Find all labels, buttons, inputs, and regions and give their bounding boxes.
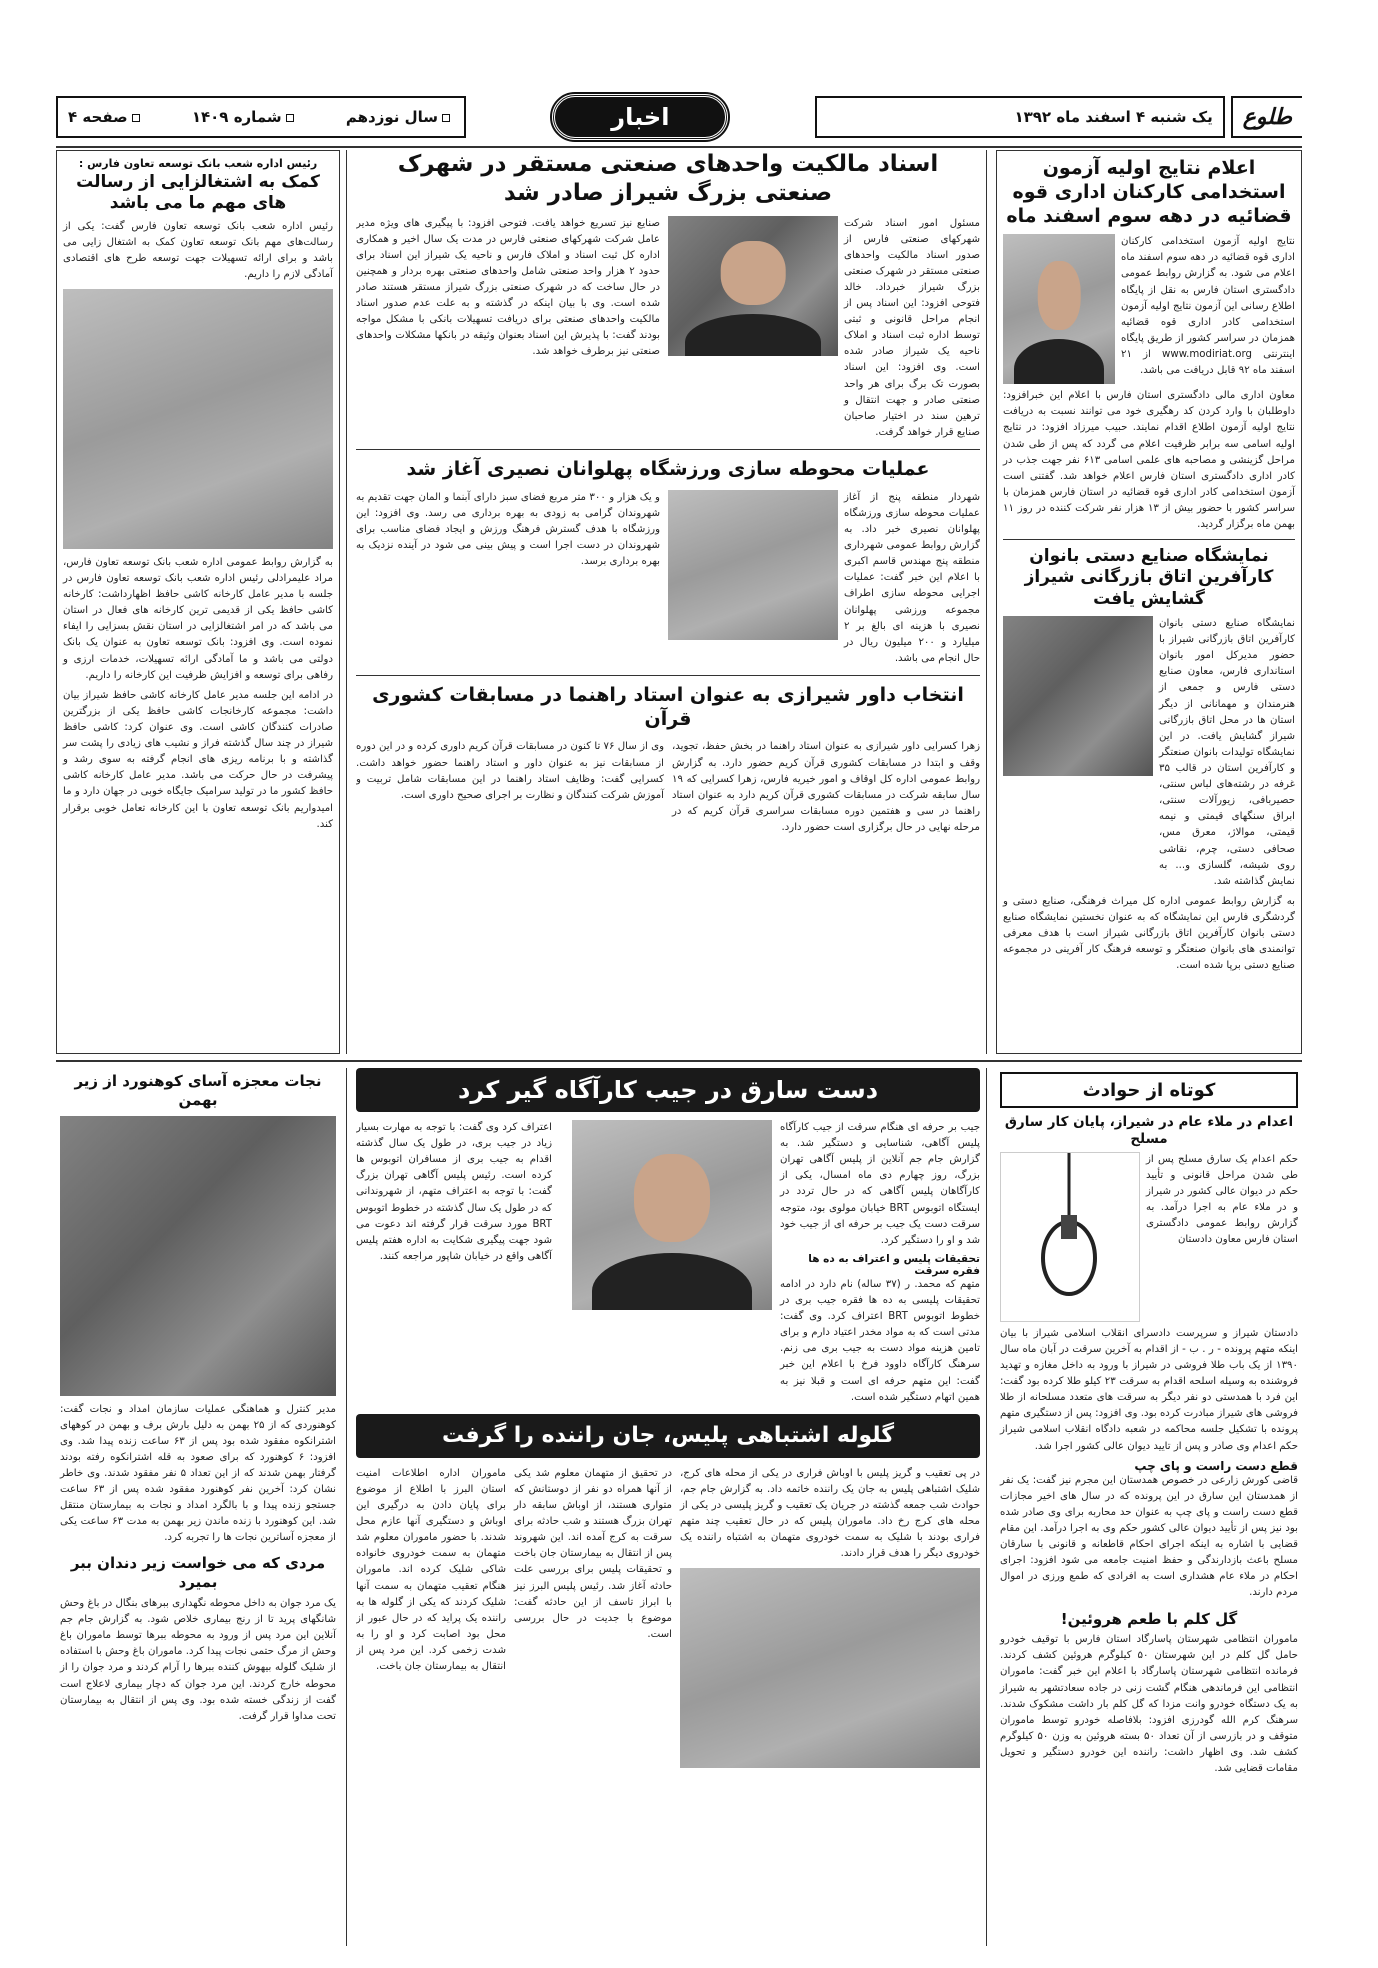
- rescue-photo: [60, 1116, 336, 1396]
- execution-body-a: حکم اعدام یک سارق مسلح پس از طی شدن مراحل قانونی و تأیید حکم در دیوان عالی کشور در شیراز و در ملاء عام به اجرا درآمد. به گزارش روابط عمومی دادگستری استان فارس معاون دادستان: [1146, 1153, 1298, 1246]
- incidents-title-box: [1000, 1072, 1298, 1108]
- official-photo: [1003, 234, 1115, 384]
- exam-results-body-a: نتایج اولیه آزمون استخدامی کارکنان اداری قوه قضائیه در دهه سوم اسفند ماه اعلام می شود. به گزارش روابط عمومی دادگستری استان فارس به نقل از پایگاه اطلاع رسانی این آزمون نتایج اولیه آزمون استخدامی کادر اداری قوه قضائیه همزمان در سراسر کشور از طریق پایگاه اینترنتی www.modiriat.org از ۲۱ اسفند ماه ۹۲ قابل دریافت می باشد.: [1121, 236, 1295, 377]
- divider: [356, 449, 980, 450]
- shoulders-shape: [685, 314, 821, 356]
- exam-results-headline: اعلام نتایج اولیه آزمون استخدامی کارکنان اداری قوه قضائیه در دهه سوم اسفند ماه: [1006, 157, 1292, 227]
- industrial-deeds-headline: اسناد مالکیت واحدهای صنعتی مستقر در شهرک صنعتی بزرگ شیراز صادر شد: [397, 151, 939, 206]
- divider: [1003, 539, 1295, 540]
- bank-body-b: به گزارش روابط عمومی اداره شعب بانک توسعه تعاون فارس، مراد علیمرادلی رئیس اداره شعب بانک توسعه تعاون فارس در جلسه با مدیر عامل کارخانه کاشی حافظ اظهارداشت: کارخانه کاشی حافظ یکی از قدیمی ترین کارخانه های فعال در استان می باشد که در امر اشتغالزایی در استان نقش بسزایی را ایفاء نموده است. وی افزود: بانک توسعه تعاون به عنوان یک بانک دولتی می باشد و ما آمادگی ارائه تسهیلات، خدمات ارزی و رفاهی برای توسعه و افزایش ظرفیت این کارخانه را داریم.: [63, 556, 333, 681]
- pickpocket-banner: دست سارق در جیب کارآگاه گیر کرد: [356, 1068, 980, 1112]
- section-title: اخبار: [552, 94, 728, 140]
- quran-judge-body-b: وی از سال ۷۶ تا کنون در مسابقات قرآن کریم داوری کرده و در این دوره از مسابقات نیز به عنوان داور و استاد راهنما حضور خواهد داشت. کسرایی گفت: وظایف استاد راهنما در این مسابقات شامل تربیت و آموزش شرکت کنندگان و نظارت بر اجرای صحیح داوری است.: [356, 741, 664, 801]
- page-number: صفحه ۴: [68, 108, 128, 126]
- column-rule: [986, 150, 987, 1054]
- tiger-headline: مردی که می خواست زیر دندان ببر بمیرد: [70, 1554, 326, 1592]
- handicraft-body-b: به گزارش روابط عمومی اداره کل میراث فرهنگی، صنایع دستی و گردشگری فارس این نمایشگاه که به عنوان نخستین نمایشگاه صنایع دستی بانوان کارآفرین اتاق بازرگانی شیراز است با هدف معرفی توانمندی های بانوان صنعتگر و توسعه فرهنگ کار آفرینی در مجموعه صنایع دستی برپا شده است.: [1003, 895, 1295, 972]
- shoulders-shape: [1014, 339, 1104, 384]
- suspects-photo: [680, 1568, 980, 1768]
- amputation-headline: قطع دست راست و پای چپ: [1134, 1458, 1298, 1473]
- bank-body-c: در ادامه این جلسه مدیر عامل کارخانه کاشی حافظ شیراز بیان داشت: مجموعه کارخانجات کاشی حافظ یکی از بزرگترین صادرات کنندگان کاشی است. وی عنوان کرد: کاشی حافظ شیراز در چند سال گذشته فراز و نشیب های زیادی را پشت سر گذاشته و با برنامه ریزی های انجام گرفته به سوی رشد و پیشرفت در حال حرکت می باشد. مدیر عامل کارخانه کاشی حافظ کشور ما در تولید سرامیک جایگاه خوبی در جهان دارد و ما امیدواریم بانک توسعه تعاون با این کارخانه تعامل خوبی برقرار کند.: [63, 689, 333, 830]
- header-rule: [56, 146, 1302, 148]
- square-icon: [442, 114, 450, 122]
- stadium-body-b: و یک هزار و ۳۰۰ متر مربع فضای سبز دارای آبنما و المان جهت تقدیم به شهروندان گرامی به زودی به بهره برداری می رسد. وی افزود: این ورزشگاه با هدف گسترش فرهنگ ورزش و ایجاد فضای مناسب برای شهروندان در دست اجرا است و پیش بینی می شود در آینده نزدیک به بهره برداری برسد.: [356, 491, 660, 568]
- handicraft-headline: نمایشگاه صنایع دستی بانوان کارآفرین اتاق بازرگانی شیراز گشایش یافت: [1003, 546, 1295, 610]
- left-column: [56, 150, 340, 1054]
- rescue-headline: نجات معجزه آسای کوهنورد از زیر بهمن: [74, 1072, 322, 1109]
- exhibition-photo: [1003, 616, 1153, 776]
- square-icon: [132, 114, 140, 122]
- pickpocket-body-a: جیب بر حرفه ای هنگام سرقت از جیب کارآگاه پلیس آگاهی، شناسایی و دستگیر شد. به گزارش جام جم آنلاین از پلیس آگاهی تهران بزرگ، روز چهارم دی ماه امسال، یکی از کارآگاهان پلیس آگاهی که در حال تردد در ایستگاه اتوبوس BRT خیابان مولوی بود، متوجه سرقت دست یک جیب بر حرفه ای از جیب خود شد و او را دستگیر کرد.: [780, 1122, 980, 1246]
- incidents-column: [996, 1068, 1302, 1946]
- industrial-deeds-body-b: صنایع نیز تسریع خواهد یافت. فتوحی افزود: با پیگیری های ویژه مدیر عامل شرکت شهرکهای صنعتی فارس در مدت یک سال اخیر و همکاری اداره کل ثبت اسناد و املاک فارس و ناحیه یک شیراز این اسناد برای حدود ۲ هزار واحد صنعتی شامل واحدهای صنعتی بهره بردار و همچنین در حال ساخت که در شهرک صنعتی بزرگ شیراز مستقر هستند صادر شده است. وی با بیان اینکه در گذشته و به علت عدم صدور اسناد مالکیت واحدهای صنعتی برای دریافت تسهیلات بانکی با مشکل مواجه بودند گفت: با پذیرش این اسناد بعنوان وثیقه در بانکها مشکلات واحدهای صنعتی نیز برطرف خواهد شد.: [356, 217, 660, 358]
- band-rule: [56, 1060, 1302, 1062]
- execution-body-b: دادستان شیراز و سرپرست دادسرای انقلاب اسلامی شیراز با بیان اینکه متهم پرونده - ر . ب - از اقدام به آخرین سرقت در آبان ماه سال ۱۳۹۰ از یک باب طلا فروشی در شیراز با ورود به داخل مغازه و تهدید فروشنده به وسیله اسلحه اقدام به سرقت ۲۳ کیلو طلا کرده بود گفت: این فرد با همدستی دو نفر دیگر به سرقت های متعدد مسلحانه از طلا فروشی های شیراز مبادرت کرده بود. وی افزود: پس از دستگیری متهم پرونده با تشکیل جلسه محاکمه در شعبه دادگاه انقلاب اسلامی شیراز حکم اعدام وی صادر و پس از تایید دیوان عالی کشور اجرا شد.: [1000, 1327, 1299, 1452]
- police-bullet-body-a: در پی تعقیب و گریز پلیس با اوباش فراری در یکی از محله های کرج، شلیک اشتباهی پلیس به جان یک راننده خاتمه داد. به گزارش جام جم، حوادث شب جمعه گذشته در جریان یک تعقیب و گریز پلیسی در یکی از محله های کرج رخ داد. ماموران پلیس که در حال تعقیب چند متهم فراری بودند با شلیک به سمت خودروی متهمان به اشتباه راننده یک خودروی دیگر را هدف قرار دادند.: [680, 1467, 980, 1560]
- execution-headline: اعدام در ملاء عام در شیراز، پایان کار سارق مسلح: [1004, 1114, 1294, 1147]
- right-column: [996, 150, 1302, 1054]
- date-box: [815, 96, 1225, 138]
- newspaper-page: [56, 94, 1302, 1946]
- noose-image: [1000, 1152, 1140, 1322]
- industrial-deeds-body-a: مسئول امور اسناد شرکت شهرکهای صنعتی فارس از صدور اسناد مالکیت واحدهای صنعتی مستقر در شهرک صنعتی بزرگ شیراز خبرداد. خالد فتوحی افزود: این اسناد پس از انجام مراحل قانونی و ثبتی توسط اداره ثبت اسناد و املاک ناحیه یک شیراز صادر شده است. وی افزود: این اسناد بصورت تک برگ برای هر واحد صنعتی صادر و جهت انتقال و ترهین سند در اختیار صاحبان صنایع قرار خواهد گرفت.: [844, 217, 980, 438]
- rescue-column: [56, 1068, 340, 1946]
- rescue-body: مدیر کنترل و هماهنگی عملیات سازمان امداد و نجات گفت: کوهنوردی که از ۲۵ بهمن به دلیل بارش برف و بهمن در کوههای اشترانکوه مفقود شده بود پس از ۶۳ ساعت زنده پیدا شد. وی افزود: ۶ کوهنورد که برای صعود به قله اشترانکوه رفته بودند گرفتار بهمن شدند که از این تعداد ۵ نفر مفقود شدند. وی خاطر نشان کرد: آخرین نفر کوهنورد مفقود شده پس از ۶۳ ساعت جستجو زنده پیدا و با بالگرد امداد و نجات به بیمارستان منتقل شد. این کوهنورد با زنده ماندن زیر بهمن به مدت ۶۳ ساعت یکی از معجزه آساترین نجات ها را تجربه کرد.: [60, 1403, 337, 1544]
- square-icon: [286, 114, 294, 122]
- column-rule: [346, 1068, 347, 1946]
- pickpocket-body-b: متهم که محمد. ر (۳۷ ساله) نام دارد در ادامه تحقیقات پلیسی به ده ها فقره جیب بری در خطوط اتوبوس BRT اعتراف کرد. وی گفت: مدتی است که به مواد مخدر اعتیاد دارم و برای تامین هزینه مواد دست به جیب بری می زنم. سرهنگ کارآگاه داوود فرخ با اعلام این خبر گفت: این متهم حرفه ای است و قبلا نیز به همین اتهام دستگیر شده است.: [780, 1278, 980, 1403]
- police-bullet-banner: گلوله اشتباهی پلیس، جان راننده را گرفت: [356, 1414, 980, 1458]
- suspect-photo: [572, 1120, 772, 1310]
- issue-year: سال نوزدهم: [345, 108, 439, 126]
- meeting-photo: [63, 289, 333, 549]
- issue-number: شماره ۱۴۰۹: [191, 108, 282, 126]
- column-rule: [346, 150, 347, 1054]
- heroin-headline: گل کلم با طعم هروئین!: [1060, 1609, 1238, 1628]
- face-shape: [1038, 261, 1081, 330]
- amputation-body: قاضی کورش زارعی در خصوص همدستان این مجرم نیز گفت: یک نفر از همدستان این سارق در این پرونده که در سال های اخیر مجازات قطع دست راست و پای چپ به عنوان حد محاربه برای وی صادر شده بود نیز پس از تأیید دیوان عالی کشور حکم وی به اجرا درآمد. این مقام قضایی با اشاره به اینکه اجرای احکام قاطعانه و قانونی با سارقان مسلح باعث بازدارندگی و حفظ امنیت جامعه می شود افزود: اجرای احکام در ملاء عام هشداری است به افرادی که طمع ورزی در اموال مردم دارند.: [1000, 1474, 1298, 1599]
- official-photo-2: [668, 216, 838, 356]
- police-bullet-body-c: ماموران اداره اطلاعات امنیت استان البرز با اطلاع از موضوع برای پایان دادن به درگیری این اوباش و دستگیری آنها عازم محل شدند. با حضور ماموران معلوم شد متهمان به سمت خودروی خانواده شاکی شلیک کرده اند. ماموران هنگام تعقیب متهمان به سمت آنها شلیک کردند که یکی از گلوله ها به راننده یک پراید که در حال عبور از محل بود اصابت کرد و او را به شدت زخمی کرد. این مرد پس از انتقال به بیمارستان جان باخت.: [356, 1467, 506, 1673]
- face-shape: [721, 241, 786, 305]
- newspaper-logo: طلوع: [1231, 96, 1302, 138]
- bank-subtitle: رئیس اداره شعب بانک توسعه تعاون فارس :: [78, 157, 318, 170]
- police-bullet-body-b: در تحقیق از متهمان معلوم شد یکی از آنها همراه دو نفر از دوستانش که متواری هستند، از اوباش سابقه دار تهران بزرگ هستند و شب حادثه برای سرقت به کرج آمده اند. این شهروند پس از انتقال به بیمارستان جان باخت و تحقیقات پلیس برای بررسی علت حادثه آغاز شد. رئیس پلیس البرز نیز با ابراز تاسف از این حادثه گفت: موضوع با جدیت در حال بررسی است.: [514, 1467, 672, 1640]
- column-rule: [986, 1068, 987, 1946]
- stadium-body-a: شهردار منطقه پنج از آغاز عملیات محوطه سازی ورزشگاه پهلوانان نصیری خبر داد. به گزارش روابط عمومی شهرداری منطقه پنج مهندس قاسم اکبری با اعلام این خبر گفت: عملیات اجرایی محوطه سازی اطراف مجموعه ورزشی پهلوانان نصیری با هزینه ای بالغ بر ۲ میلیارد و ۲۰۰ میلیون ریال در حال انجام می باشد.: [844, 491, 980, 664]
- pickpocket-body-c: اعتراف کرد وی گفت: با توجه به مهارت بسیار زیاد در جیب بری، در طول یک سال گذشته اقدام به جیب بری از مسافران اتوبوس ها کرده است. رئیس پلیس آگاهی تهران بزرگ گفت: با توجه به اعتراف متهم، از شهروندانی که در طول یک سال گذشته در خطوط اتوبوس BRT مورد سرقت قرار گرفته اند دعوت می شود جهت پیگیری شکایت به اداره هفتم پلیس آگاهی واقع در خیابان شاپور مراجعه کنند.: [356, 1122, 552, 1262]
- handicraft-body-a: نمایشگاه صنایع دستی بانوان کارآفرین اتاق بازرگانی شیراز با حضور مدیرکل امور بانوان استانداری فارس، معاون صنایع دستی فارس و جمعی از هنرمندان و مهمانانی از دیگر استان ها در محل اتاق بازرگانی شیراز گشایش یافت. در این نمایشگاه تولیدات بانوان صنعتگر و کارآفرین استان در قالب ۳۵ غرفه در رشته‌های لباس سنتی، حصیربافی، زیورآلات سنتی، ابراق سنگهای قیمتی و نیمه قیمتی، موالاژ، معرق مس، صحافی دستی، چرم، نقاشی روی شیشه، گلسازی و... به نمایش گذاشته شد.: [1159, 617, 1295, 887]
- crime-band: [356, 1068, 980, 1946]
- heroin-body: ماموران انتظامی شهرستان پاسارگاد استان فارس با توقیف خودرو حامل گل کلم در این شهرستان ۵۰ کیلوگرم هروئین کشف کردند. فرمانده انتظامی شهرستان پاسارگاد با اعلام این خبر گفت: ماموران انتظامی این فرماندهی هنگام گشت زنی در جاده سعادتشهر به شیراز به یک دستگاه خودرو وانت مزدا که گل کلم بار داشت مشکوک شدند. سرهنگ کرم الله گودرزی افزود: بلافاصله خودرو توسط ماموران متوقف و در بازرسی از آن تعداد ۵۰ بسته هروئین به وزن ۵۰ کیلوگرم کشف شد. وی اظهار داشت: راننده این خودرو دستگیر و تحویل مقامات قضایی شد.: [1000, 1634, 1298, 1775]
- stadium-headline: عملیات محوطه سازی ورزشگاه پهلوانان نصیری آغاز شد: [406, 458, 930, 481]
- shoulders-shape: [592, 1253, 752, 1310]
- incidents-title: کوتاه از حوادث: [1082, 1079, 1216, 1101]
- quran-judge-body-a: زهرا کسرایی داور شیرازی به عنوان استاد راهنما در بخش حفظ، تجوید، وقف و ابتدا در مسابقات کشوری قرآن کریم حضور دارد. به گزارش روابط عمومی اداره کل اوقاف و امور خیریه فارس، زهرا کسرایی که ۱۹ سال سابقه شرکت در مسابقات کشوری قرآن کریم دارد به عنوان استاد راهنما در سی و هفتمین دوره مسابقات سراسری قرآن کریم که در مرحله نهایی در حال برگزاری است حضور دارد.: [672, 741, 980, 834]
- pickpocket-subhead: تحقیقات پلیس و اعتراف به ده ها فقره سرقت: [808, 1252, 980, 1277]
- bank-body-a: رئیس اداره شعب بانک توسعه تعاون فارس گفت: یکی از رسالت‌های مهم بانک توسعه تعاون کمک به اشتغال زایی می باشد و برای ارائه تسهیلات جهت توسعه طرح های اقتصادی آمادگی لازم را داریم.: [63, 220, 333, 280]
- date-text: یک شنبه ۴ اسفند ماه ۱۳۹۲: [1014, 108, 1213, 126]
- noose-icon: [999, 1153, 1139, 1323]
- tiger-body: یک مرد جوان به داخل محوطه نگهداری ببرهای بنگال در باغ وحش شانگهای پرید تا از رنج بیماری خلاص شود. به گزارش جام جم آنلاین این مرد پس از ورود به محوطه ببرها توسط ماموران باغ وحش از مرگ حتمی نجات پیدا کرد. ماموران باغ وحش با استفاده از شلیک گلوله بیهوش کننده ببرها را آرام کردند و مرد جوان را از محوطه خارج کردند. این مرد جوان که دچار بیماری لاعلاج است گفت از زندگی خسته شده بود. وی پس از انتقال به بیمارستان تحت مداوا قرار گرفت.: [60, 1597, 336, 1722]
- quran-judge-headline: انتخاب داور شیرازی به عنوان استاد راهنما در مسابقات کشوری قرآن: [372, 683, 964, 730]
- face-shape: [634, 1154, 710, 1241]
- bank-headline: کمک به اشتغالزایی از رسالت های مهم ما می باشد: [76, 172, 320, 214]
- page-header: [56, 94, 1302, 140]
- divider: [356, 675, 980, 676]
- stadium-photo: [668, 490, 838, 640]
- issue-box: [56, 96, 466, 138]
- exam-results-body-b: معاون اداری مالی دادگستری استان فارس با اعلام این خبرافزود: داوطلبان با وارد کردن کد رهگیری خود می توانند نسبت به دریافت نتایج اولیه آزمون اطلاع اقدام نمایند. حبیب میرزاد افزود: در نتایج اولیه اسامی سه برابر ظرفیت اعلام می گردد که پس از طی شدن مراحل گزینشی و مصاحبه های علمی اسامی ۶۱۳ نفر جهت جذب در کادر اداری دادگستری استان فارس اعلام خواهد شد. گفتنی است آزمون استخدامی کادر اداری قوه قضائیه در استان فارس همزمان با سراسر کشور با حضور بیش از ۱۳ هزار نفر شرکت کننده در روز ۱۱ بهمن ماه برگزار گردید.: [1003, 390, 1295, 531]
- center-column: [356, 150, 980, 1054]
